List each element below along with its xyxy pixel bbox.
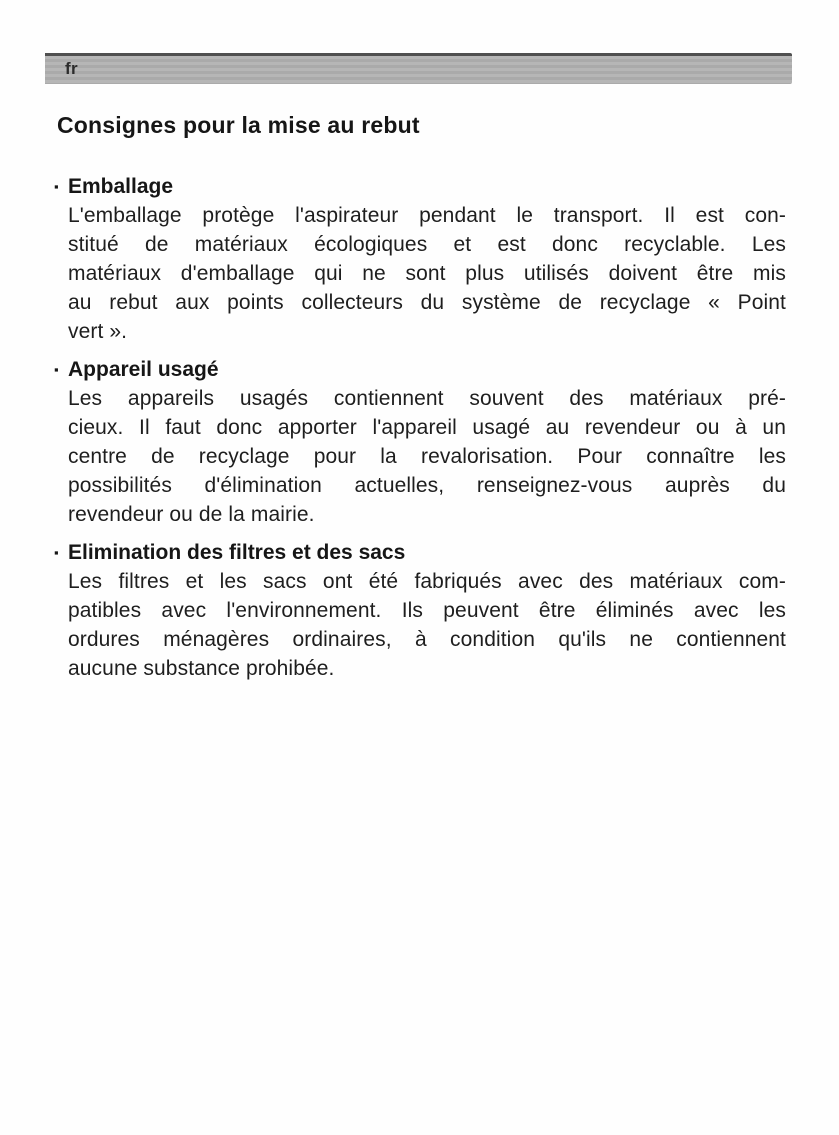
section-elimination-filtres-sacs bbox=[54, 538, 786, 683]
section-heading-label: Appareil usagé bbox=[68, 358, 219, 381]
bullet-icon: ▪ bbox=[54, 179, 59, 194]
section-appareil-usage bbox=[54, 355, 786, 529]
section-heading bbox=[54, 538, 786, 567]
disposal-instructions bbox=[54, 172, 786, 692]
body-line: matériaux d'emballage qui ne sont plus utilisés doivent être mis bbox=[68, 262, 786, 285]
body-line: cieux. Il faut donc apporter l'appareil usagé au revendeur ou à un bbox=[68, 416, 786, 439]
body-line: ordures ménagères ordinaires, à condition qu'ils ne contiennent bbox=[68, 628, 786, 651]
body-line: stitué de matériaux écologiques et est donc recyclable. Les bbox=[68, 233, 786, 256]
section-heading-label: Elimination des filtres et des sacs bbox=[68, 541, 406, 564]
body-line: centre de recyclage pour la revalorisation. Pour connaître les bbox=[68, 445, 786, 468]
page-title: Consignes pour la mise au rebut bbox=[57, 112, 420, 138]
bullet-icon: ▪ bbox=[54, 545, 59, 560]
body-line: vert ». bbox=[68, 320, 128, 343]
body-line: possibilités d'élimination actuelles, renseignez-vous auprès du bbox=[68, 474, 786, 497]
language-tab-bar bbox=[45, 53, 792, 84]
section-heading bbox=[54, 172, 786, 201]
body-line: patibles avec l'environnement. Ils peuvent être éliminés avec les bbox=[68, 599, 786, 622]
bullet-icon: ▪ bbox=[54, 362, 59, 377]
body-line: revendeur ou de la mairie. bbox=[68, 503, 315, 526]
language-label: fr bbox=[65, 59, 78, 78]
section-heading-label: Emballage bbox=[68, 175, 174, 198]
body-line: L'emballage protège l'aspirateur pendant le transport. Il est con- bbox=[68, 204, 786, 227]
section-heading bbox=[54, 355, 786, 384]
body-line: Les appareils usagés contiennent souvent des matériaux pré- bbox=[68, 387, 786, 410]
body-line: Les filtres et les sacs ont été fabriqués avec des matériaux com- bbox=[68, 570, 786, 593]
body-line: aucune substance prohibée. bbox=[68, 657, 335, 680]
section-emballage bbox=[54, 172, 786, 346]
body-line: au rebut aux points collecteurs du système de recyclage « Point bbox=[68, 291, 786, 314]
